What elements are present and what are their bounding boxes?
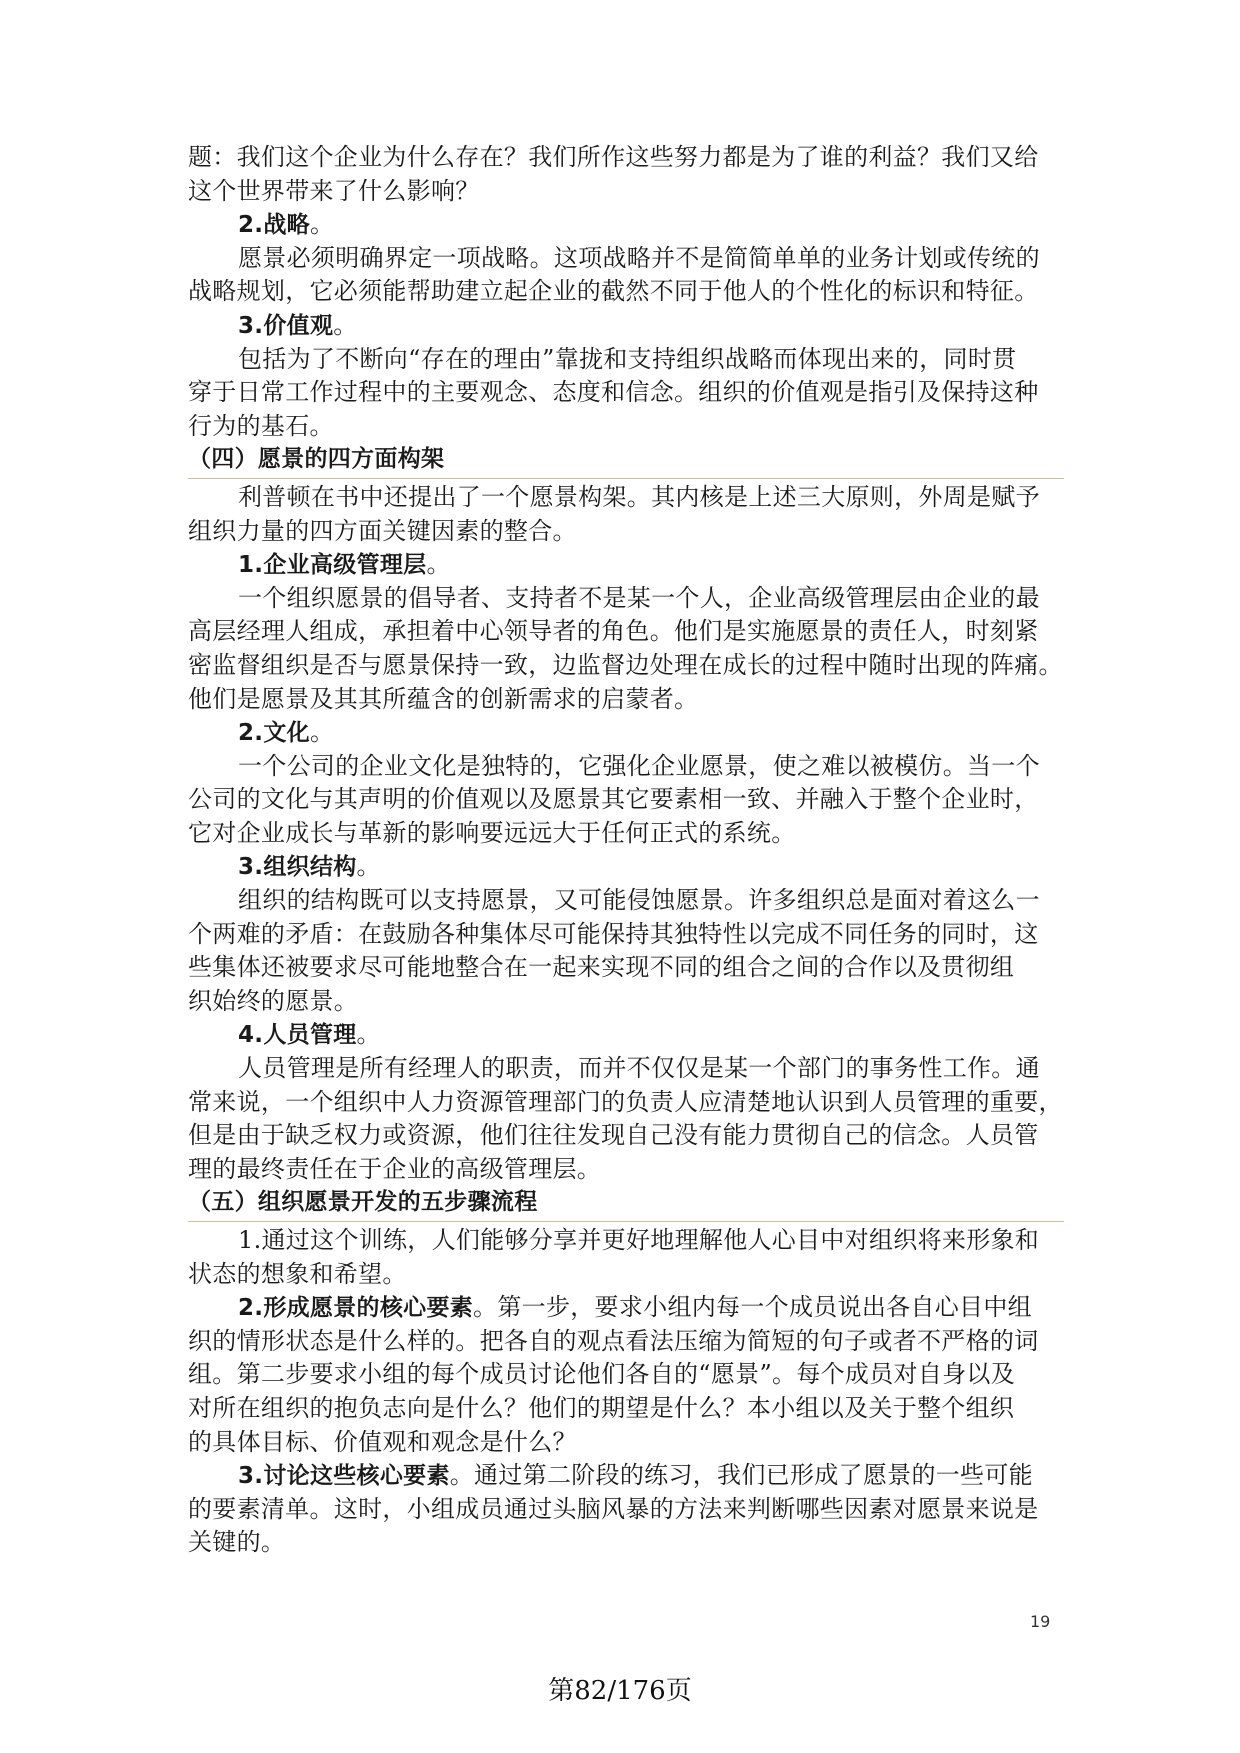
text-line: 一个组织愿景的倡导者、支持者不是某一个人，企业高级管理层由企业的最 — [238, 583, 1040, 612]
sub-heading: 2.文化。 — [238, 718, 335, 747]
sub-heading: 4.人员管理。 — [238, 1020, 381, 1049]
text-line: 密监督组织是否与愿景保持一致，边监督边处理在成长的过程中随时出现的阵痛。 — [188, 650, 1063, 679]
text-line: 题：我们这个企业为什么存在？我们所作这些努力都是为了谁的利益？我们又给 — [188, 143, 1039, 171]
text-line: 公司的文化与其声明的价值观以及愿景其它要素相一致、并融入于整个企业时， — [188, 785, 1039, 814]
text-line: 些集体还被要求尽可能地整合在一起来实现不同的组合之间的合作以及贯彻组 — [188, 953, 1015, 982]
page-body — [188, 141, 1064, 1560]
text-line: 人员管理是所有经理人的职责，而并不仅仅是某一个部门的事务性工作。通 — [238, 1054, 1040, 1083]
text-line: 包括为了不断向“存在的理由”靠拢和支持组织战略而体现出来的，同时贯 — [238, 344, 1017, 373]
text-line: 但是由于缺乏权力或资源，他们往往发现自己没有能力贯彻自己的信念。人员管 — [188, 1121, 1039, 1150]
sub-heading: 2.战略。 — [238, 210, 335, 239]
text-line: 愿景必须明确界定一项战略。这项战略并不是简简单单的业务计划或传统的 — [238, 243, 1040, 272]
text-line: 个两难的矛盾：在鼓励各种集体尽可能保持其独特性以完成不同任务的同时，这 — [188, 919, 1039, 948]
text-line: 穿于日常工作过程中的主要观念、态度和信念。组织的价值观是指引及保持这种 — [188, 378, 1039, 407]
text-line: 组。第二步要求小组的每个成员讨论他们各自的“愿景”。每个成员对自身以及 — [188, 1360, 1016, 1389]
text-line: 组织力量的四方面关键因素的整合。 — [188, 516, 577, 545]
sub-heading: 2.形成愿景的核心要素。第一步，要求小组内每一个成员说出各自心目中组 — [238, 1293, 1032, 1322]
text-line: 1.通过这个训练，人们能够分享并更好地理解他人心目中对组织将来形象和 — [238, 1226, 1040, 1254]
section-heading: （五）组织愿景开发的五步骤流程 — [188, 1189, 538, 1216]
text-line: 的具体目标、价值观和观念是什么？ — [188, 1427, 577, 1456]
text-line: 织的情形状态是什么样的。把各自的观点看法压缩为简短的句子或者不严格的词 — [188, 1326, 1039, 1355]
text-line: 状态的想象和希望。 — [188, 1259, 407, 1288]
text-line: 对所在组织的抱负志向是什么？他们的期望是什么？本小组以及关于整个组织 — [188, 1393, 1015, 1422]
text-line: 织始终的愿景。 — [188, 986, 359, 1015]
text-line: 关键的。 — [188, 1528, 286, 1557]
text-line: 理的最终责任在于企业的高级管理层。 — [188, 1154, 602, 1183]
sub-heading: 3.价值观。 — [238, 310, 358, 339]
text-line: 一个公司的企业文化是独特的，它强化企业愿景，使之难以被模仿。当一个 — [238, 751, 1040, 780]
text-line: 利普顿在书中还提出了一个愿景构架。其内核是上述三大原则，外周是赋予 — [238, 482, 1040, 511]
page-footer: 第82/176页 — [548, 1676, 692, 1706]
text-line: 行为的基石。 — [188, 411, 334, 440]
sub-heading: 3.组织结构。 — [238, 852, 381, 881]
section-heading: （四）愿景的四方面构架 — [188, 446, 445, 473]
text-line: 高层经理人组成，承担着中心领导者的角色。他们是实施愿景的责任人，时刻紧 — [188, 617, 1039, 646]
section-divider — [188, 478, 1064, 479]
text-line: 战略规划，它必须能帮助建立起企业的截然不同于他人的个性化的标识和特征。 — [188, 277, 1039, 306]
text-line: 组织的结构既可以支持愿景，又可能侵蚀愿景。许多组织总是面对着这么一 — [238, 886, 1040, 915]
text-line: 它对企业成长与革新的影响要远远大于任何正式的系统。 — [188, 818, 796, 847]
text-line: 常来说，一个组织中人力资源管理部门的负责人应清楚地认识到人员管理的重要， — [188, 1087, 1063, 1116]
section-divider — [188, 1221, 1064, 1222]
text-line: 他们是愿景及其其所蕴含的创新需求的启蒙者。 — [188, 684, 699, 713]
text-line: 这个世界带来了什么影响？ — [188, 176, 480, 205]
text-line: 的要素清单。这时，小组成员通过头脑风暴的方法来判断哪些因素对愿景来说是 — [188, 1494, 1039, 1523]
sub-heading: 1.企业高级管理层。 — [238, 550, 451, 579]
sub-heading: 3.讨论这些核心要素。通过第二阶段的练习，我们已形成了愿景的一些可能 — [238, 1461, 1033, 1490]
page-number: 19 — [1030, 1612, 1051, 1631]
